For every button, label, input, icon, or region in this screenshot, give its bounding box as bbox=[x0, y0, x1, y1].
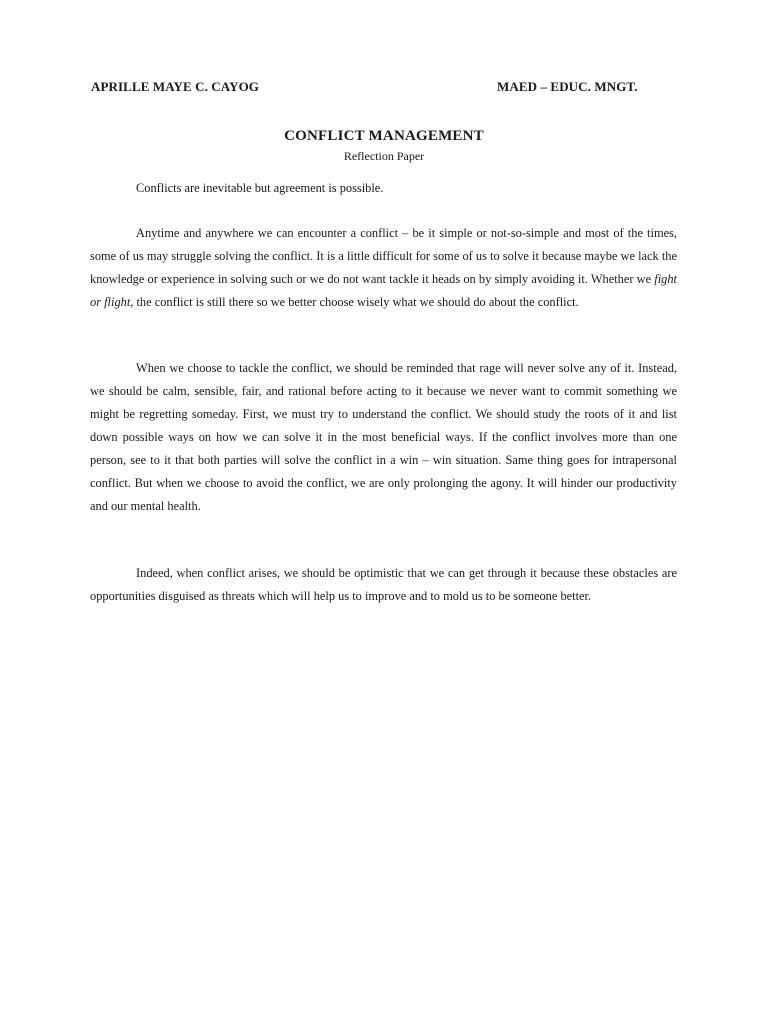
document-header bbox=[91, 79, 661, 97]
paragraph-1-text: Conflicts are inevitable but agreement is possible. bbox=[136, 181, 384, 195]
paragraph-2-text bbox=[90, 222, 677, 314]
paragraph-2-end: , the conflict is still there so we better choose wisely what we should do about the conflict. bbox=[130, 295, 579, 309]
paragraph-3 bbox=[90, 357, 677, 518]
document-subtitle: Reflection Paper bbox=[343, 149, 425, 163]
paragraph-2-start: Anytime and anywhere we can encounter a conflict – be it simple or not-so-simple and most of the times, some of us may struggle solving the conflict. It is a little difficult for some of us to solve it because maybe we lack the knowledge or experience in solving such or we do not want tackle it heads on by simply avoiding it. Whether we bbox=[90, 226, 677, 286]
paragraph-4-text: Indeed, when conflict arises, we should be optimistic that we can get through it because these obstacles are opportunities disguised as threats which will help us to improve and to mold us to be someone better. bbox=[90, 566, 677, 603]
author-name: APRILLE MAYE C. CAYOG bbox=[91, 79, 259, 94]
course-label: MAED – EDUC. MNGT. bbox=[497, 79, 638, 94]
paragraph-2-italic-phrase: fight or flight bbox=[90, 272, 677, 309]
document-title: CONFLICT MANAGEMENT bbox=[284, 128, 484, 144]
paragraph-1 bbox=[90, 177, 677, 200]
paragraph-2 bbox=[90, 222, 677, 314]
paragraph-4 bbox=[90, 562, 677, 608]
paragraph-3-text: When we choose to tackle the conflict, we should be reminded that rage will never solve any of it. Instead, we should be calm, sensible, fair, and rational before acting to it because we never want to commit something we might be regretting someday. First, we must try to understand the conflict. We should study the roots of it and list down possible ways on how we can solve it in the most beneficial ways. If the conflict involves more than one person, see to it that both parties will solve the conflict in a win – win situation. Same thing goes for intrapersonal conflict. But when we choose to avoid the conflict, we are only prolonging the agony. It will hinder our productivity and our mental health. bbox=[90, 361, 677, 513]
